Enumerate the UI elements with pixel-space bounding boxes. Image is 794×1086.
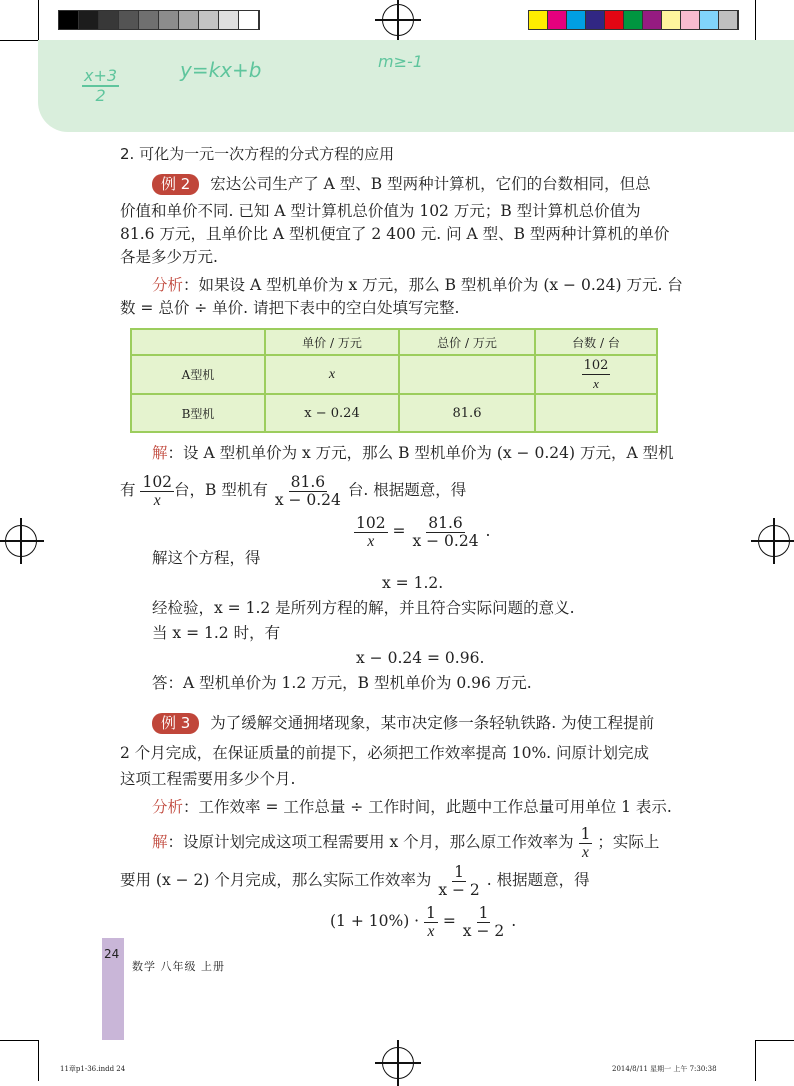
table-cell [535,394,657,432]
table-header-row [131,329,657,355]
text: (1 + 10%) · [330,912,420,930]
color-swatch [624,11,643,29]
color-swatch [700,11,719,29]
denominator: x − 0.24 [274,490,341,509]
denominator: x [367,532,375,550]
denominator: x [153,491,161,509]
numerator: 1 [426,903,436,922]
text: ：设原计划完成这项工程需要用 x 个月，那么原工作效率为 [167,833,574,851]
crop-mark [38,1040,39,1081]
analysis-label: 分析 [152,798,184,816]
text: ：工作效率 = 工作总量 ÷ 工作时间，此题中工作总量可用单位 1 表示. [183,798,672,816]
equals-sign: = [392,522,406,540]
check-line: 经检验，x = 1.2 是所列方程的解，并且符合实际问题的意义. [152,599,575,617]
equals-sign: = [442,912,456,930]
crop-mark [0,1040,38,1041]
fraction [140,474,174,509]
color-swatch [139,11,159,29]
fraction [461,905,506,940]
solution-label: 解 [152,833,168,851]
denominator: x [593,376,599,391]
example-2-tag: 例 2 [152,174,199,195]
table-header-cell: 台数 / 台 [535,329,657,355]
numerator: 1 [478,903,489,922]
when-line: 当 x = 1.2 时，有 [152,624,281,642]
color-swatch [179,11,199,29]
equation [354,514,490,550]
text: 要用 (x − 2) 个月完成，那么实际工作效率为 [120,871,432,889]
registration-mark-icon [758,525,790,557]
analysis-line-2: 数 = 总价 ÷ 单价. 请把下表中的空白处填写完整. [120,299,460,317]
numerator: 102 [142,472,173,491]
numerator: 81.6 [428,513,463,532]
fraction [410,515,480,550]
file-name: 11章p1-36.indd 24 [60,1065,126,1073]
table-cell [535,355,657,394]
color-swatch [586,11,605,29]
text: 有 [120,481,136,499]
color-swatch [719,11,738,29]
equation [330,903,516,940]
denominator: x − 2 [462,921,505,940]
text: 宏达公司生产了 A 型、B 型两种计算机，它们的台数相同，但总 [210,175,651,193]
solution-line-2 [120,862,590,899]
fraction [436,864,481,899]
color-swatch [643,11,662,29]
numerator: 102 [583,358,609,373]
numerator: 102 [356,513,386,532]
page-number: 24 [104,947,120,961]
color-swatch [219,11,239,29]
answer-line: 答：A 型机单价为 1.2 万元，B 型机单价为 0.96 万元. [152,674,532,692]
text: . 根据题意，得 [486,871,590,889]
color-swatch [59,11,79,29]
decorative-fraction: x+3 2 [84,66,118,105]
denominator: x [582,843,589,861]
table-cell: A型机 [131,355,265,394]
fraction [273,474,343,509]
numerator: 81.6 [290,472,326,491]
table-row [131,355,657,394]
text: 台. 根据题意，得 [347,481,467,499]
color-swatch [199,11,219,29]
text: ：设 A 型机单价为 x 万元，那么 B 型机单价为 (x − 0.24) 万元，A 型机 [167,444,674,462]
color-swatch [79,11,99,29]
solve-line: 解这个方程，得 [152,549,261,567]
crop-mark [38,0,39,40]
table-cell: 81.6 [399,394,535,432]
crop-mark [755,1040,756,1081]
color-swatch [239,11,259,29]
text: 为了缓解交通拥堵现象，某市决定修一条轻轨铁路. 为使工程提前 [210,714,655,732]
table-header-cell [131,329,265,355]
solution-line-1 [152,443,674,463]
example-2-line-4: 各是多少万元. [120,248,218,266]
color-swatch [662,11,681,29]
text: ：如果设 A 型机单价为 x 万元，那么 B 型机单价为 (x − 0.24) 万元. 台 [183,276,683,294]
crop-mark [755,0,756,40]
analysis-line-1 [152,275,683,295]
registration-mark-icon [382,1047,414,1079]
table-row [131,394,657,432]
denominator: x − 2 [438,880,480,899]
fraction [354,515,388,550]
analysis-line [152,797,672,817]
color-swatch [548,11,567,29]
analysis-label: 分析 [152,276,184,294]
example-2-line-1 [152,174,651,195]
registration-mark-icon [5,525,37,557]
example-3-line-1 [152,713,654,734]
example-3-line-3: 这项工程需要用多少个月. [120,770,296,788]
color-swatch [529,11,548,29]
fraction [579,826,593,861]
table-cell: x − 0.24 [265,394,399,432]
print-date: 2014/8/11 星期一 上午 7:30:38 [612,1065,717,1073]
solution-line-2 [120,470,466,510]
denominator: x [427,922,435,940]
solution-label: 解 [152,444,168,462]
value-line: x − 0.24 = 0.96. [356,649,485,667]
denominator: x − 0.24 [412,531,479,550]
example-2-line-3: 81.6 万元，且单价比 A 型机便宜了 2 400 元. 问 A 型、B 型两种计算机的单价 [120,225,670,243]
table-header-cell: 单价 / 万元 [265,329,399,355]
color-swatch [681,11,700,29]
crop-mark [756,1040,794,1041]
registration-mark-icon [382,4,414,36]
fraction [582,357,611,392]
color-swatch [119,11,139,29]
color-calibration-bar [528,10,739,30]
text: . [485,522,491,540]
table-header-cell: 总价 / 万元 [399,329,535,355]
text: 台，B 型机有 [174,481,268,499]
numerator: 1 [580,824,591,843]
table-cell: B型机 [131,394,265,432]
fraction [424,905,438,940]
table-cell [399,355,535,394]
example-3-tag: 例 3 [152,713,199,734]
data-table [130,328,658,433]
book-title: 数学 八年级 上册 [132,960,225,973]
decorative-equation: y=kx+b [180,58,262,82]
text: . [511,912,517,930]
numerator: 1 [454,862,464,881]
section-title: 2. 可化为一元一次方程的分式方程的应用 [120,145,395,163]
crop-mark [0,40,38,41]
gray-calibration-bar [58,10,260,30]
color-swatch [99,11,119,29]
example-2-line-2: 价值和单价不同. 已知 A 型计算机总价值为 102 万元；B 型计算机总价值为 [120,202,641,220]
example-3-line-2: 2 个月完成，在保证质量的前提下，必须把工作效率提高 10%. 问原计划完成 [120,744,650,762]
text: ；实际上 [597,833,660,851]
result-line: x = 1.2. [382,574,444,592]
color-swatch [567,11,586,29]
color-swatch [605,11,624,29]
color-swatch [159,11,179,29]
solution-line-1 [152,824,659,861]
decorative-inequality: m≥-1 [378,52,423,71]
table-cell: x [265,355,399,394]
